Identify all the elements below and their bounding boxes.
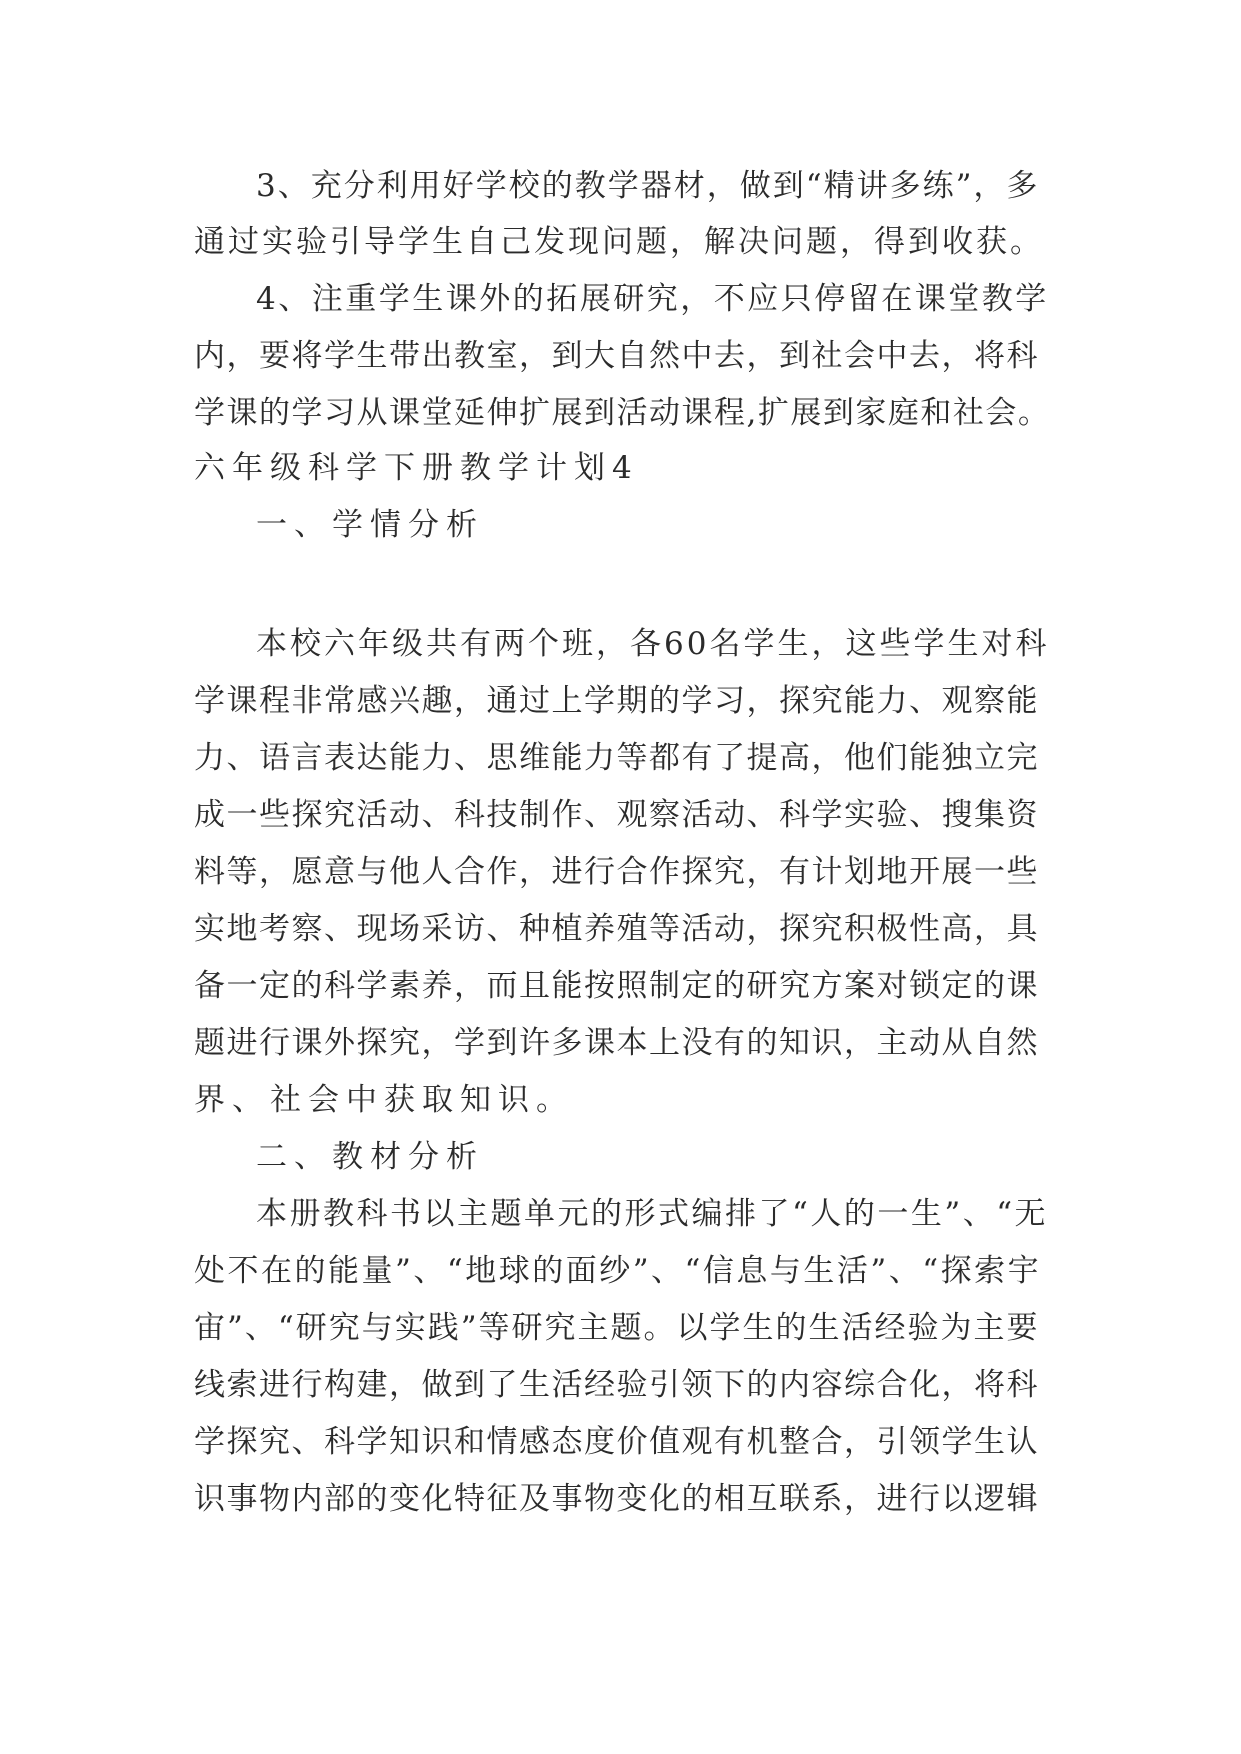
paragraph-line: 力、语言表达能力、思维能力等都有了提高，他们能独立完 — [194, 740, 1039, 776]
paragraph-line: 学课的学习从课堂延伸扩展到活动课程,扩展到家庭和社会。 — [194, 395, 1051, 431]
paragraph-line: 通过实验引导学生自己发现问题，解决问题，得到收获。 — [194, 224, 1044, 260]
paragraph-line: 实地考察、现场采访、种植养殖等活动，探究积极性高，具 — [194, 911, 1039, 947]
paragraph-line: 识事物内部的变化特征及事物变化的相互联系，进行以逻辑 — [194, 1481, 1039, 1517]
paragraph-line: 宙”、“研究与实践”等研究主题。以学生的生活经验为主要 — [194, 1310, 1040, 1346]
paragraph-line: 内，要将学生带出教室，到大自然中去，到社会中去，将科 — [194, 338, 1039, 374]
paragraph-line: 本校六年级共有两个班，各60名学生，这些学生对科 — [256, 626, 1050, 662]
paragraph-line: 界、社会中获取知识。 — [194, 1082, 574, 1118]
paragraph-line: 题进行课外探究，学到许多课本上没有的知识，主动从自然 — [194, 1025, 1039, 1061]
section-title: 六年级科学下册教学计划4 — [194, 450, 639, 486]
paragraph-line: 3、充分利用好学校的教学器材，做到“精讲多练”，多 — [256, 168, 1040, 204]
paragraph-line: 线索进行构建，做到了生活经验引领下的内容综合化，将科 — [194, 1367, 1039, 1403]
paragraph-line: 处不在的能量”、“地球的面纱”、“信息与生活”、“探索宇 — [194, 1253, 1042, 1289]
paragraph-line: 备一定的科学素养，而且能按照制定的研究方案对锁定的课 — [194, 968, 1039, 1004]
paragraph-line: 学课程非常感兴趣，通过上学期的学习，探究能力、观察能 — [194, 683, 1039, 719]
section-heading: 二、教材分析 — [256, 1139, 484, 1175]
paragraph-line: 4、注重学生课外的拓展研究，不应只停留在课堂教学 — [256, 281, 1049, 317]
paragraph-line: 本册教科书以主题单元的形式编排了“人的一生”、“无 — [256, 1196, 1049, 1232]
paragraph-line: 学探究、科学知识和情感态度价值观有机整合，引领学生认 — [194, 1424, 1039, 1460]
paragraph-line: 料等，愿意与他人合作，进行合作探究，有计划地开展一些 — [194, 854, 1039, 890]
section-heading: 一、学情分析 — [256, 507, 484, 543]
paragraph-line: 成一些探究活动、科技制作、观察活动、科学实验、搜集资 — [194, 797, 1039, 833]
